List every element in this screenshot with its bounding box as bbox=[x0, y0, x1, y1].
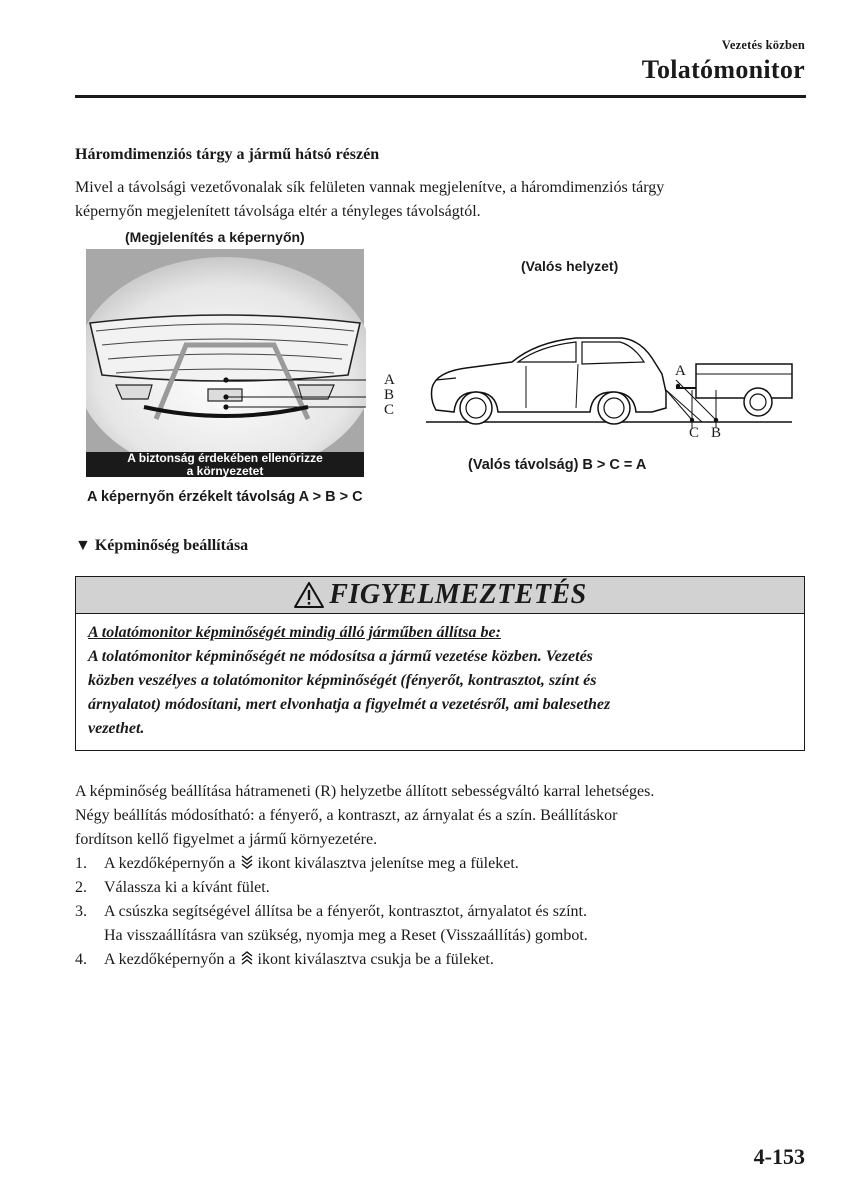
step-text: Válassza ki a kívánt fület. bbox=[104, 879, 270, 896]
body-line: fordítson kellő figyelmet a jármű környezetére. bbox=[75, 831, 378, 848]
screen-distance-caption: A képernyőn érzékelt távolság A > B > C bbox=[87, 489, 363, 505]
warning-line: közben veszélyes a tolatómonitor képminőségét (fényerőt, kontrasztot, színt és bbox=[88, 672, 597, 689]
warning-line: árnyalatot) módosítani, mert elvonhatja a figyelmét a vezetésről, ami balesethez bbox=[88, 696, 611, 713]
step-text-continued: Ha visszaállításra van szükség, nyomja meg a Reset (Visszaállítás) gombot. bbox=[104, 927, 588, 944]
screen-display-caption: (Megjelenítés a képernyőn) bbox=[125, 229, 305, 245]
body-paragraph bbox=[75, 780, 815, 852]
step-text-post: ikont kiválasztva jelenítse meg a füleket. bbox=[257, 855, 519, 872]
paragraph-line: képernyőn megjelenített távolsága eltér a tényleges távolságtól. bbox=[75, 203, 481, 220]
list-item bbox=[75, 876, 815, 900]
step-text: A csúszka segítségével állítsa be a fényerőt, kontrasztot, árnyalatot és színt. bbox=[104, 903, 587, 920]
step-number: 2. bbox=[75, 879, 87, 896]
safety-banner-line: A biztonság érdekében ellenőrizze bbox=[127, 451, 323, 465]
warning-text bbox=[88, 621, 792, 741]
warning-triangle-icon bbox=[293, 581, 325, 609]
marker-a: A bbox=[384, 372, 395, 388]
steps-list bbox=[75, 852, 815, 972]
list-item bbox=[75, 852, 815, 876]
page-number: 4-153 bbox=[753, 1144, 805, 1169]
chevron-double-up-icon bbox=[240, 950, 254, 966]
body-line: A képminőség beállítása hátrameneti (R) helyzetbe állított sebességváltó karral lehetséges. bbox=[75, 783, 655, 800]
step-number: 1. bbox=[75, 855, 87, 872]
real-marker-a: A bbox=[675, 363, 686, 379]
header-divider bbox=[75, 95, 806, 98]
section-paragraph bbox=[75, 176, 810, 224]
list-item bbox=[75, 900, 815, 948]
real-marker-c: C bbox=[689, 425, 700, 441]
real-situation-illustration bbox=[426, 328, 800, 440]
safety-banner-line: a környezetet bbox=[186, 464, 264, 478]
warning-line: A tolatómonitor képminőségét ne módosítsa a jármű vezetése közben. Vezetés bbox=[88, 648, 593, 665]
real-marker-b: B bbox=[711, 425, 722, 441]
step-text-pre: A kezdőképernyőn a bbox=[104, 855, 236, 872]
step-number: 3. bbox=[75, 903, 87, 920]
step-text-post: ikont kiválasztva csukja be a füleket. bbox=[257, 951, 494, 968]
real-distance-caption: (Valós távolság) B > C = A bbox=[468, 457, 647, 473]
camera-screen-illustration bbox=[86, 249, 366, 479]
body-line: Négy beállítás módosítható: a fényerő, a kontraszt, az árnyalat és a szín. Beállításkor bbox=[75, 807, 618, 824]
warning-lead: A tolatómonitor képminőségét mindig álló járműben állítsa be: bbox=[88, 624, 501, 641]
step-text-pre: A kezdőképernyőn a bbox=[104, 951, 236, 968]
section-heading-3d-object: Háromdimenziós tárgy a jármű hátsó részén bbox=[75, 146, 380, 163]
chevron-double-down-icon bbox=[240, 854, 254, 870]
marker-c: C bbox=[384, 402, 395, 418]
safety-banner bbox=[86, 452, 364, 478]
warning-header bbox=[76, 577, 804, 614]
step-number: 4. bbox=[75, 951, 87, 968]
paragraph-line: Mivel a távolsági vezetővonalak sík felületen vannak megjelenítve, a háromdimenziós tárgy bbox=[75, 179, 665, 196]
section-heading-image-quality: ▼ Képminőség beállítása bbox=[75, 537, 249, 554]
warning-title: FIGYELMEZTETÉS bbox=[329, 579, 587, 610]
real-situation-caption: (Valós helyzet) bbox=[521, 258, 619, 274]
warning-box bbox=[75, 576, 805, 751]
header-section: Vezetés közben bbox=[721, 38, 805, 52]
warning-line: vezethet. bbox=[88, 720, 145, 737]
marker-b: B bbox=[384, 387, 395, 403]
page-title: Tolatómonitor bbox=[641, 55, 805, 84]
screen-markers bbox=[364, 373, 394, 418]
list-item bbox=[75, 948, 815, 972]
